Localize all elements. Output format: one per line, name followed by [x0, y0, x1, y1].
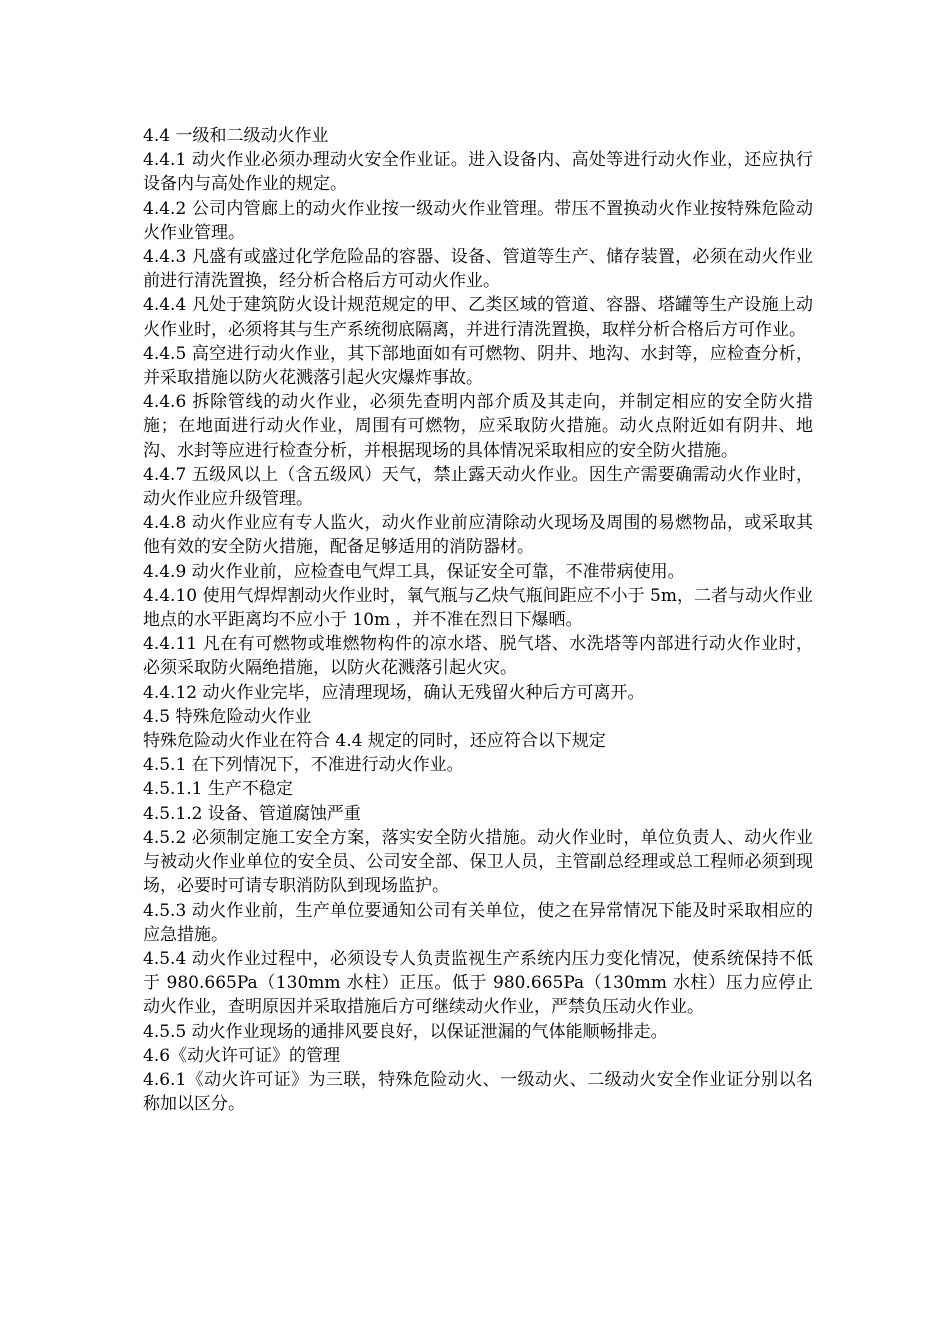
paragraph-4-5-4: 4.5.4 动火作业过程中，必须设专人负责监视生产系统内压力变化情况，使系统保持不低于 980.665Pa（130mm 水柱）正压。低于 980.665Pa（130mm 水柱）压力应停止动火作业，查明原因并采取措施后方可继续动火作业，严禁负压动火作业。 [143, 948, 813, 1018]
paragraph-4-4-4: 4.4.4 凡处于建筑防火设计规范规定的甲、乙类区域的管道、容器、塔罐等生产设施上动火作业时，必须将其与生产系统彻底隔离，并进行清洗置换，取样分析合格后方可作业。 [143, 295, 813, 340]
paragraph-4-4-1: 4.4.1 动火作业必须办理动火安全作业证。进入设备内、高处等进行动火作业，还应执行设备内与高处作业的规定。 [143, 150, 813, 195]
paragraph-4-5-5: 4.5.5 动火作业现场的通排风要良好，以保证泄漏的气体能顺畅排走。 [143, 1021, 668, 1042]
paragraph-4-4-7: 4.4.7 五级风以上（含五级风）天气，禁止露天动火作业。因生产需要确需动火作业时，动火作业应升级管理。 [143, 464, 813, 510]
heading-4-6: 4.6《动火许可证》的管理 [143, 1045, 341, 1066]
heading-4-5: 4.5 特殊危险动火作业 [143, 706, 312, 727]
paragraph-4-4-10: 4.4.10 使用气焊焊割动火作业时，氧气瓶与乙炔气瓶间距应不小于 5m，二者与动火作业地点的水平距离均不应小于 10m ，并不准在烈日下爆晒。 [143, 585, 813, 631]
paragraph-4-6-1: 4.6.1《动火许可证》为三联，特殊危险动火、一级动火、二级动火安全作业证分别以名称加以区分。 [143, 1069, 813, 1115]
paragraph-4-4-9: 4.4.9 动火作业前，应检查电气焊工具，保证安全可靠，不准带病使用。 [143, 561, 685, 582]
paragraph-4-4-3: 4.4.3 凡盛有或盛过化学危险品的容器、设备、管道等生产、储存装置，必须在动火作业前进行清洗置换，经分析合格后方可动火作业。 [143, 247, 813, 292]
paragraph-4-4-6: 4.4.6 拆除管线的动火作业，必须先查明内部介质及其走向，并制定相应的安全防火措施；在地面进行动火作业，周围有可燃物，应采取防火措施。动火点附近如有阴井、地沟、水封等应进行检查分析，并根据现场的具体情况采取相应的安全防火措施。 [143, 392, 813, 461]
paragraph-4-5-1: 4.5.1 在下列情况下，不准进行动火作业。 [143, 755, 464, 776]
paragraph-4-5-1-2: 4.5.1.2 设备、管道腐蚀严重 [143, 803, 361, 824]
paragraph-4-4-12: 4.4.12 动火作业完毕，应清理现场，确认无残留火种后方可离开。 [143, 682, 645, 703]
paragraph-4-5-1-1: 4.5.1.1 生产不稳定 [143, 779, 293, 800]
heading-4-4: 4.4 一级和二级动火作业 [143, 126, 329, 146]
paragraph-4-5-2: 4.5.2 必须制定施工安全方案，落实安全防火措施。动火作业时，单位负责人、动火作业与被动火作业单位的安全员、公司安全部、保卫人员，主管副总经理或总工程师必须到现场，必要时可请专职消防队到现场监护。 [143, 827, 813, 897]
paragraph-4-4-8: 4.4.8 动火作业应有专人监火，动火作业前应清除动火现场及周围的易燃物品，或采取其他有效的安全防火措施，配备足够适用的消防器材。 [143, 513, 813, 558]
paragraph-4-5-3: 4.5.3 动火作业前，生产单位要通知公司有关单位，使之在异常情况下能及时采取相应的应急措施。 [143, 900, 813, 945]
paragraph-4-4-11: 4.4.11 凡在有可燃物或堆燃物构件的凉水塔、脱气塔、水洗塔等内部进行动火作业时，必须采取防火隔绝措施，以防火花溅落引起火灾。 [143, 634, 813, 679]
paragraph-4-5-intro: 特殊危险动火作业在符合 4.4 规定的同时，还应符合以下规定 [143, 731, 606, 752]
paragraph-4-4-5: 4.4.5 高空进行动火作业，其下部地面如有可燃物、阴井、地沟、水封等，应检查分析，并采取措施以防火花溅落引起火灾爆炸事故。 [143, 343, 813, 389]
document-body [143, 124, 813, 1116]
paragraph-4-4-2: 4.4.2 公司内管廊上的动火作业按一级动火作业管理。带压不置换动火作业按特殊危险动火作业管理。 [143, 198, 813, 243]
